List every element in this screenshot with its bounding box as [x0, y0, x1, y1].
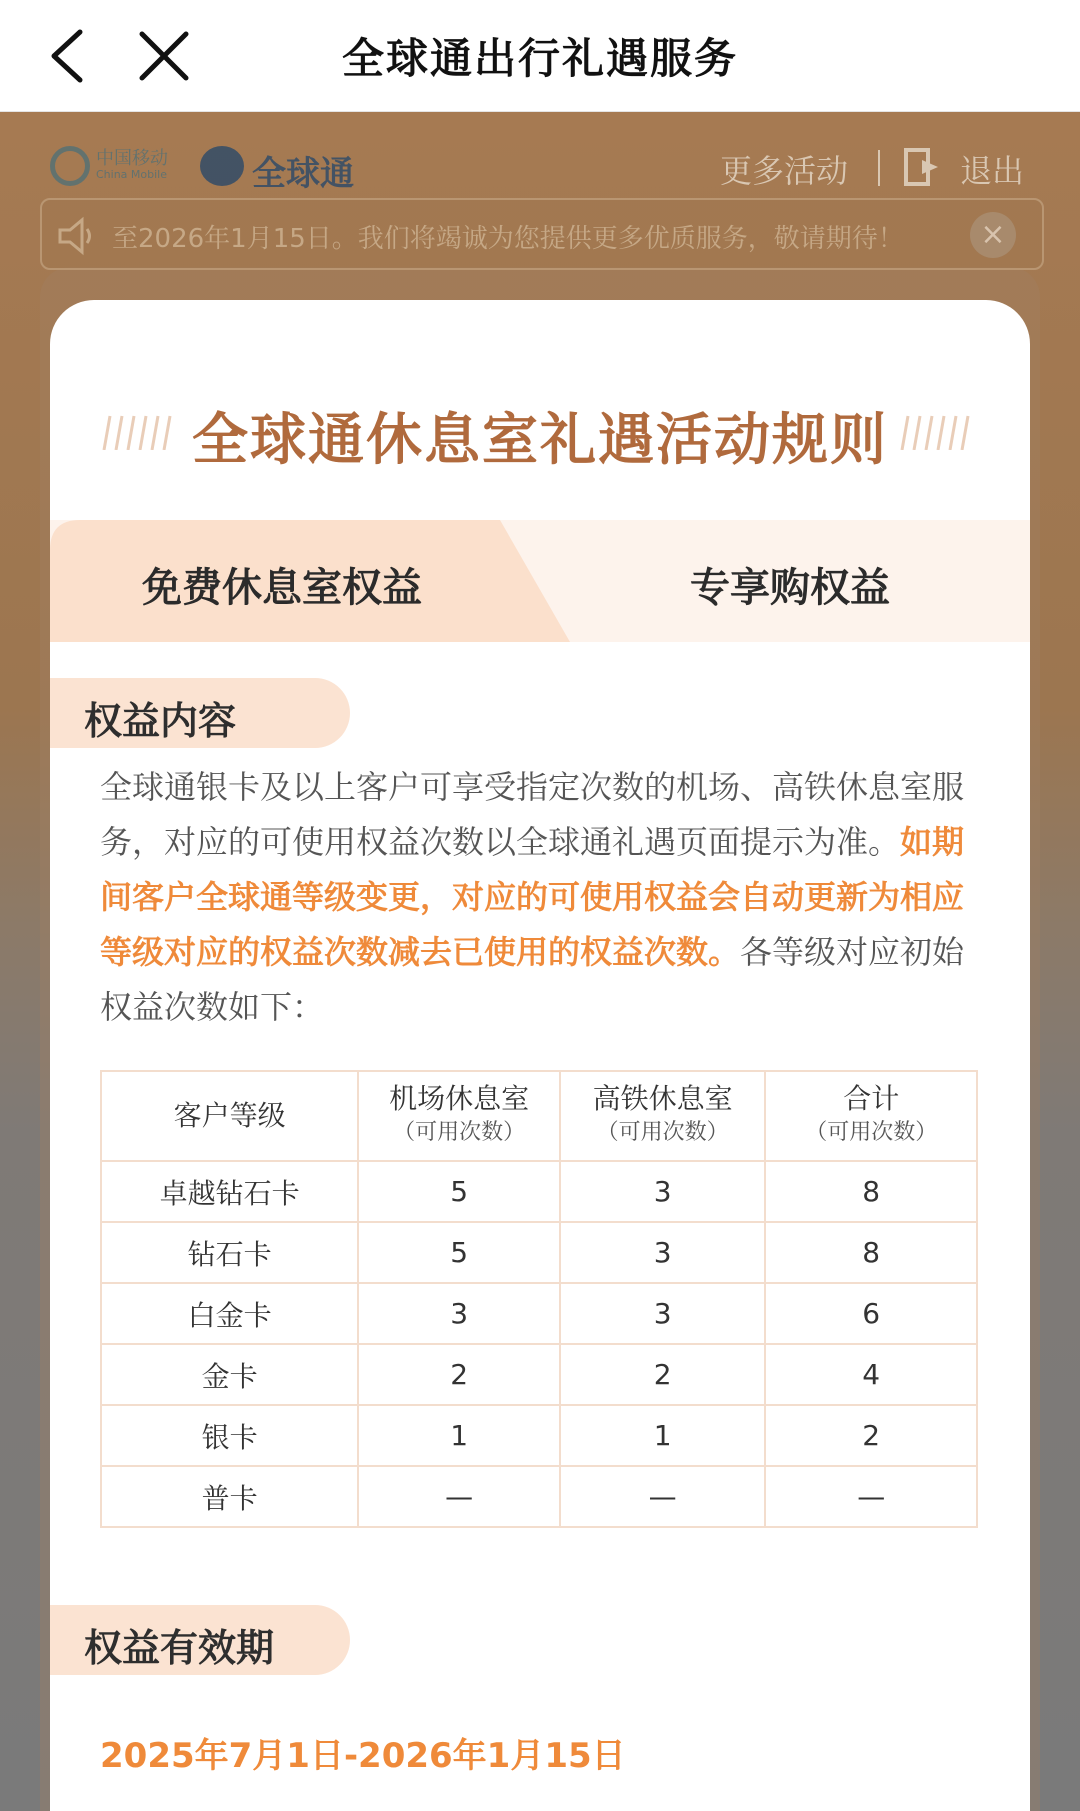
table-cell: — — [765, 1466, 977, 1527]
table-row — [101, 1283, 977, 1344]
section-header-content — [50, 678, 350, 748]
table-cell: 6 — [765, 1283, 977, 1344]
table-cell: 钻石卡 — [101, 1222, 358, 1283]
table-header-cell — [358, 1071, 560, 1161]
table-cell: 5 — [358, 1222, 560, 1283]
modal-title-row — [50, 396, 1030, 473]
china-mobile-logo-en: China Mobile — [96, 168, 168, 181]
header-main: 合计 — [843, 1082, 900, 1115]
table-cell: 金卡 — [101, 1344, 358, 1405]
modal-title: 全球通休息室礼遇活动规则 — [192, 408, 888, 473]
table-header-cell — [101, 1071, 358, 1161]
tab-bar — [50, 520, 1030, 642]
notice-text: 至2026年1月15日。我们将竭诚为您提供更多优质服务，敬请期待！ — [112, 224, 904, 254]
section-title-content: 权益内容 — [84, 699, 237, 743]
validity-period: 2025年7月1日-2026年1月15日 — [100, 1736, 626, 1776]
brand-logo-text: 全球通 — [252, 154, 354, 194]
tab-exclusive-purchase[interactable]: 专享购权益 — [690, 565, 890, 611]
table-cell: 1 — [358, 1405, 560, 1466]
table-cell: 5 — [358, 1161, 560, 1222]
table-cell: 3 — [560, 1161, 766, 1222]
rules-text-highlight: 如期间客户全球通等级变更，对应的可使用权益会自动更新为相应等级对应的权益次数减去已使用的权益次数。 — [100, 823, 965, 971]
section-title-validity: 权益有效期 — [84, 1626, 275, 1670]
table-row — [101, 1405, 977, 1466]
china-mobile-logo-cn: 中国移动 — [96, 148, 168, 169]
table-cell: 2 — [560, 1344, 766, 1405]
rules-paragraph — [100, 760, 990, 1035]
rules-modal — [50, 300, 1030, 1811]
table-cell: 3 — [560, 1283, 766, 1344]
table-row — [101, 1222, 977, 1283]
table-cell: 普卡 — [101, 1466, 358, 1527]
more-activities-link[interactable]: 更多活动 — [720, 152, 849, 190]
background-header — [0, 112, 1080, 322]
header-main: 客户等级 — [173, 1099, 286, 1132]
rights-table — [100, 1070, 978, 1528]
header-main: 机场休息室 — [389, 1082, 530, 1115]
table-cell: 银卡 — [101, 1405, 358, 1466]
table-cell: 8 — [765, 1222, 977, 1283]
table-row — [101, 1344, 977, 1405]
tab-label-free-lounge: 免费休息室权益 — [142, 565, 422, 611]
notice-bar — [40, 198, 1044, 270]
table-header-cell — [765, 1071, 977, 1161]
table-header-row — [101, 1071, 977, 1161]
table-cell: 4 — [765, 1344, 977, 1405]
tab-free-lounge[interactable] — [50, 520, 570, 642]
table-cell: 白金卡 — [101, 1283, 358, 1344]
header-sub: （可用次数） — [393, 1120, 526, 1145]
brand-logo-icon — [200, 146, 244, 186]
rules-text-normal-2: 各等级对应初始权益次数如下： — [100, 933, 965, 1026]
page-title: 全球通出行礼遇服务 — [341, 34, 738, 83]
close-icon: × — [980, 217, 1006, 252]
top-nav-bar — [0, 0, 1080, 112]
header-main: 高铁休息室 — [592, 1082, 733, 1115]
table-cell: 3 — [560, 1222, 766, 1283]
decorative-stripes-icon — [896, 414, 982, 450]
table-cell: 2 — [765, 1405, 977, 1466]
table-cell: 卓越钻石卡 — [101, 1161, 358, 1222]
section-header-validity — [50, 1605, 350, 1675]
table-cell: 2 — [358, 1344, 560, 1405]
rules-text-normal: 全球通银卡及以上客户可享受指定次数的机场、高铁休息室服务，对应的可使用权益次数以全球通礼遇页面提示为准。 — [100, 768, 965, 861]
table-cell: — — [560, 1466, 766, 1527]
header-sub: （可用次数） — [805, 1120, 938, 1145]
table-header-cell — [560, 1071, 766, 1161]
table-cell: 3 — [358, 1283, 560, 1344]
china-mobile-logo — [50, 142, 190, 190]
header-sub: （可用次数） — [596, 1120, 729, 1145]
china-mobile-logo-icon — [50, 146, 90, 186]
speaker-icon — [56, 216, 96, 256]
table-cell: — — [358, 1466, 560, 1527]
notice-close-button[interactable] — [970, 212, 1016, 258]
table-cell: 8 — [765, 1161, 977, 1222]
header-divider — [878, 150, 880, 186]
table-row — [101, 1466, 977, 1527]
exit-icon[interactable] — [902, 146, 944, 188]
table-cell: 1 — [560, 1405, 766, 1466]
exit-button[interactable]: 退出 — [960, 152, 1025, 190]
table-row — [101, 1161, 977, 1222]
